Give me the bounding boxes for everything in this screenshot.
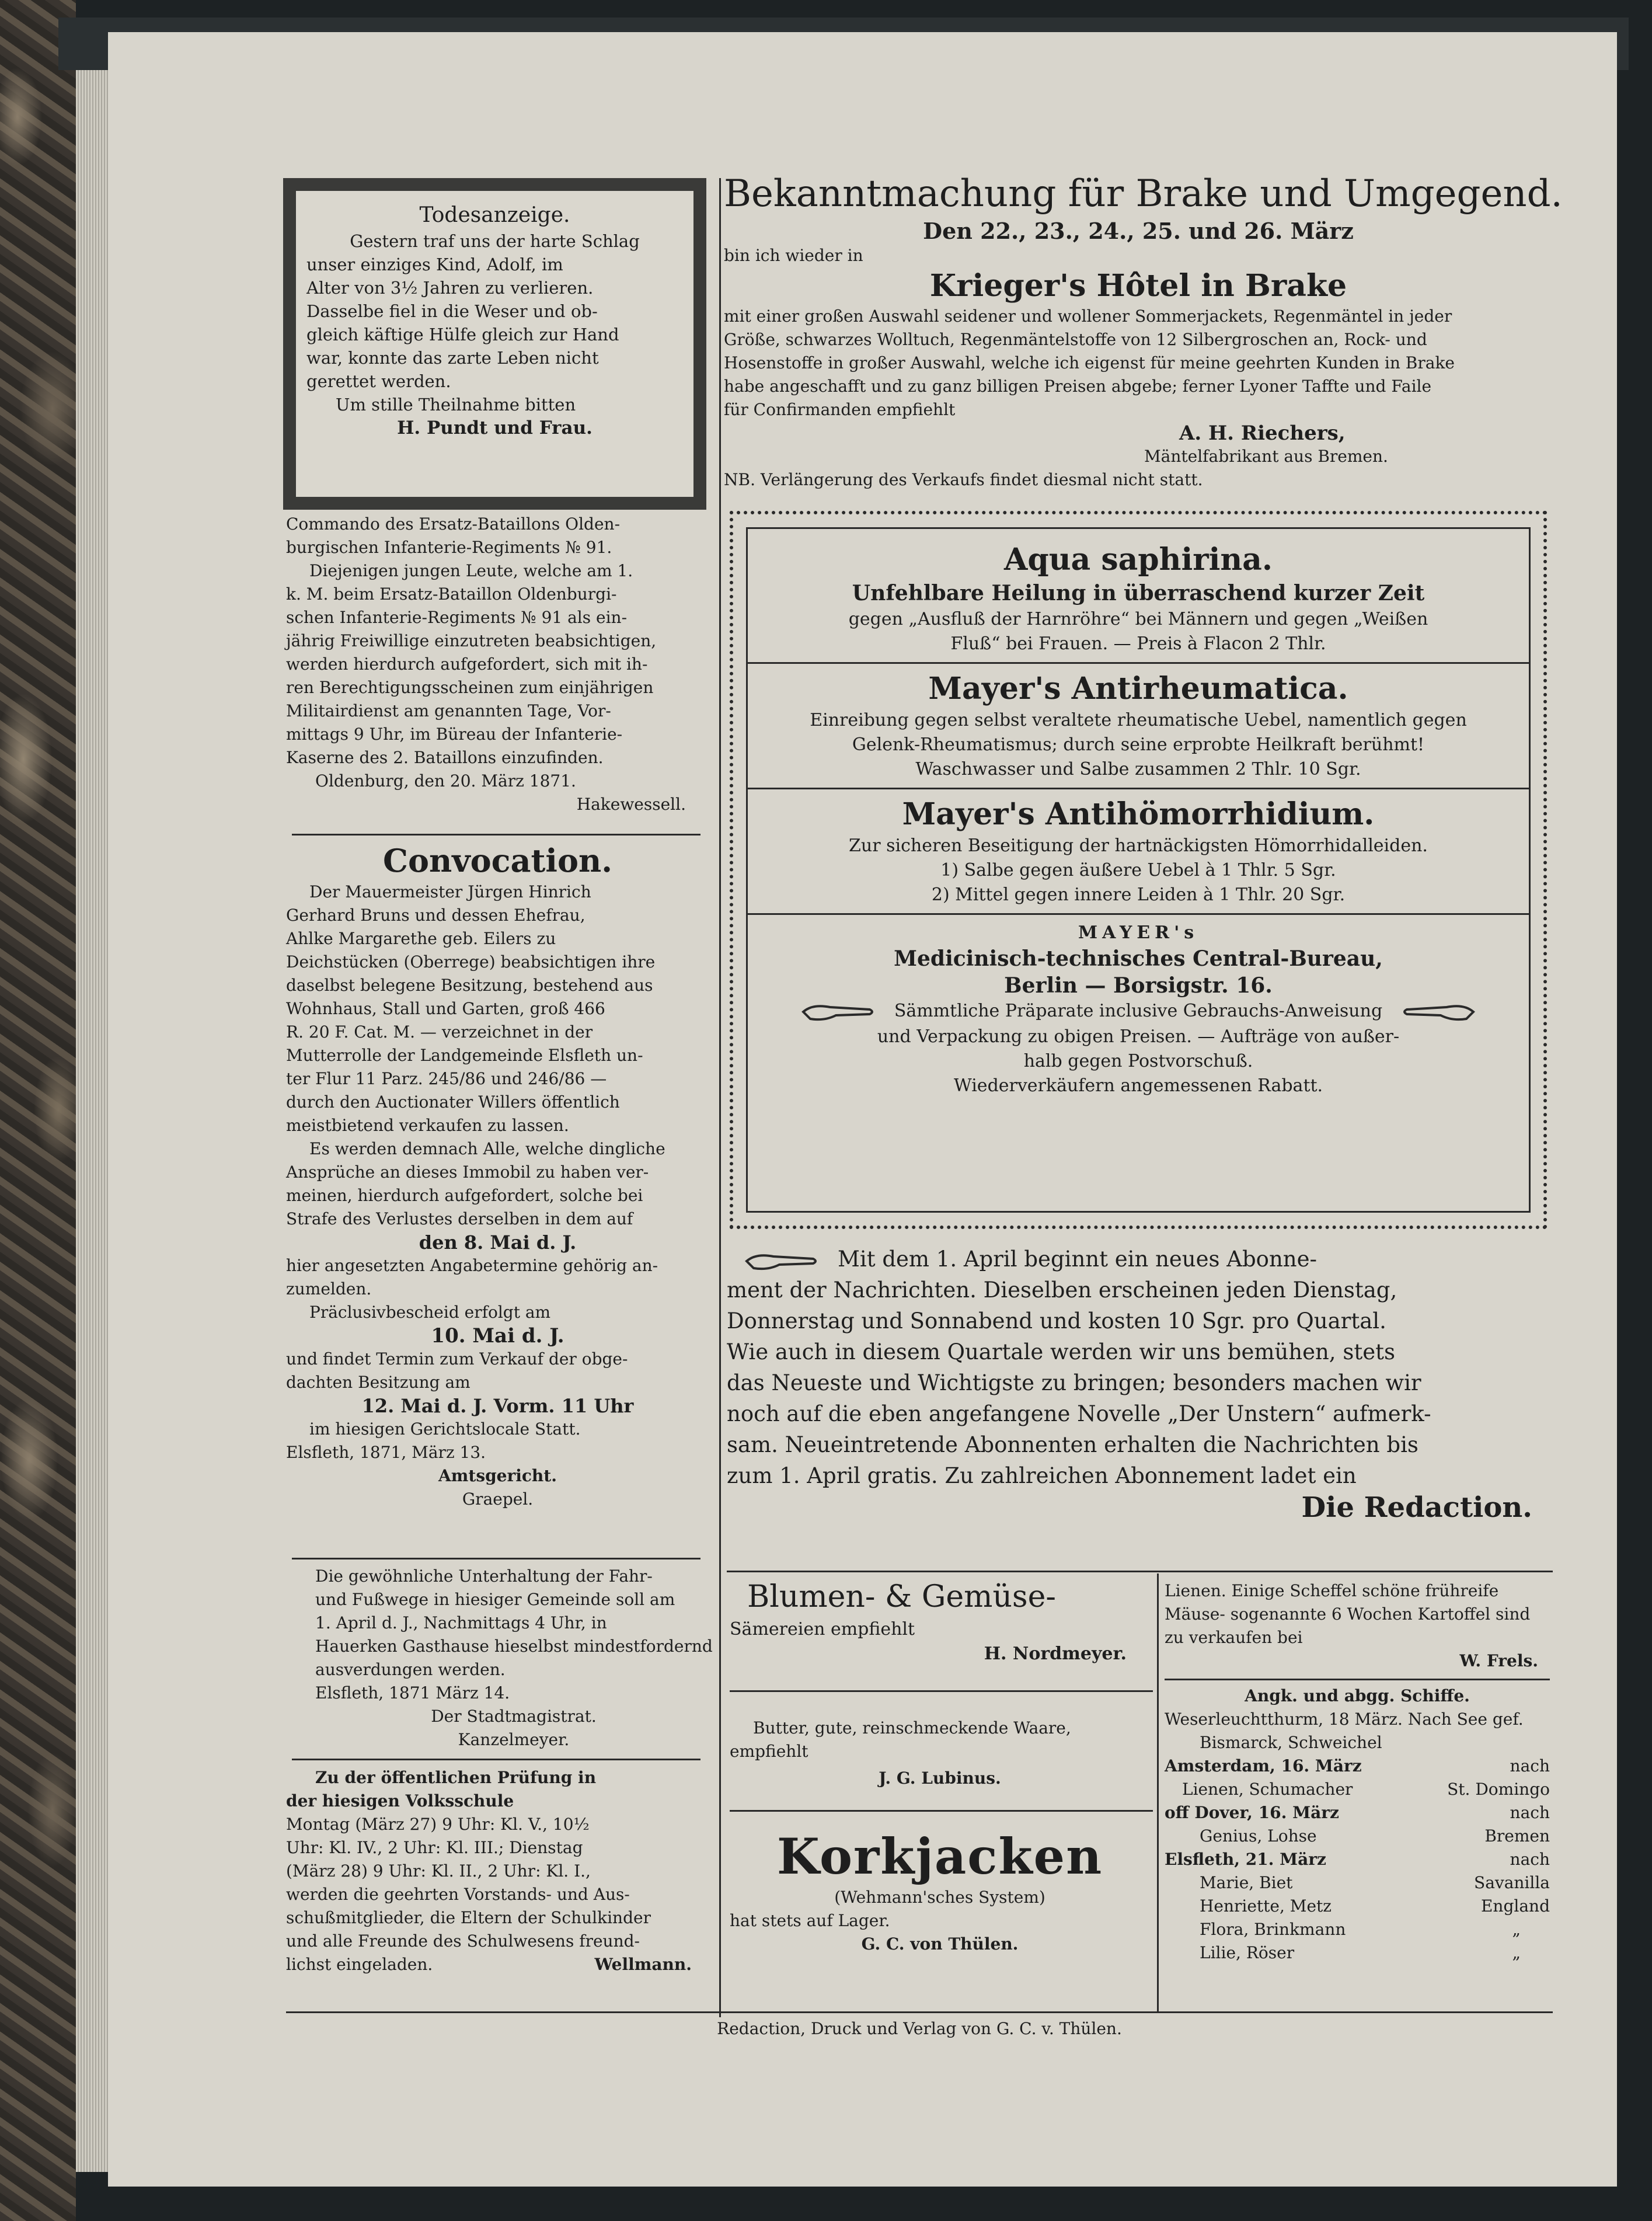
column-separator [1157,1574,1159,2011]
ship-row [1165,1895,1550,1918]
roads-office: Der Stadtmagistrat. [431,1707,597,1726]
text-line: dachten Besitzung am [286,1373,470,1392]
ship-row [1165,1801,1550,1825]
text-line: Gerhard Bruns und dessen Ehefrau, [286,906,585,925]
ship-row [1165,1918,1550,1941]
divider [1165,1679,1550,1680]
text-line: Mit dem 1. April beginnt ein neues Abonne- [838,1247,1318,1272]
ship-row [1165,1848,1550,1871]
text-line: Militairdienst am genannten Tage, Vor- [286,701,611,720]
text-line: 1. April d. J., Nachmittags 4 Uhr, in [315,1613,607,1632]
death-notice-closing: Um stille Theilnahme bitten [336,395,576,415]
ship-cell: Marie, Biet [1200,1873,1293,1892]
death-notice-signature: H. Pundt und Frau. [397,417,593,438]
bureau-line-with-hands [748,999,1529,1025]
potato-ad-signature: W. Frels. [1459,1651,1538,1670]
text-line: Butter, gute, reinschmeckende Waare, [753,1718,1071,1738]
butter-ad [730,1717,1150,1790]
brake-ad [724,169,1563,492]
bureau-title: Medicinisch-technisches Central-Bureau, [894,946,1383,971]
ship-row [1165,1778,1550,1801]
text-line: schen Infanterie-Regiments № 91 als ein- [286,608,628,627]
text-line: noch auf die eben angefangene Novelle „Der Unstern“ aufmerk- [727,1401,1431,1426]
text-line: gegen „Ausfluß der Harnröhre“ bei Männern und gegen „Weißen [848,609,1428,629]
page-edges [76,35,111,2172]
text-line: Donnerstag und Sonnabend und kosten 10 Sgr. pro Quartal. [727,1308,1386,1334]
text-line: für Confirmanden empfiehlt [724,400,956,419]
text-line: habe angeschafft und zu ganz billigen Preisen abgebe; ferner Lyoner Taffte und Faile [724,377,1432,396]
text-line: werden hierdurch aufgefordert, sich mit ih- [286,655,648,674]
ship-row [1165,1754,1550,1778]
text-line: Mutterrolle der Landgemeinde Elsfleth un- [286,1046,643,1065]
text-line: Die gewöhnliche Unterhaltung der Fahr- [315,1566,653,1586]
text-line: Ansprüche an dieses Immobil zu haben ver- [286,1162,649,1182]
text-line: im hiesigen Gerichtslocale Statt. [309,1419,581,1439]
pointing-hand-icon [801,999,877,1025]
butter-ad-signature: J. G. Lubinus. [879,1769,1001,1788]
text-line: lichst eingeladen. [286,1955,433,1974]
text-line: 1) Salbe gegen äußere Uebel à 1 Thlr. 5 Sgr. [940,860,1336,880]
text-line: Commando des Ersatz-Bataillons Olden- [286,514,621,534]
text-line: Strafe des Verlustes derselben in dem auf [286,1209,633,1228]
ship-cell: „ [1512,1943,1521,1962]
footer-imprint: Redaction, Druck und Verlag von G. C. v. Thülen. [717,2019,1122,2038]
text-line: hier angesetzten Angabetermine gehörig an- [286,1256,658,1275]
text-line: Der Mauermeister Jürgen Hinrich [309,882,591,901]
convocation-date-3: 12. Mai d. J. Vorm. 11 Uhr [361,1395,634,1417]
divider [292,1759,700,1760]
text-line: mittags 9 Uhr, im Büreau der Infanterie- [286,725,623,744]
divider [748,788,1529,789]
text-line: meinen, hierdurch aufgefordert, solche bei [286,1186,643,1205]
ship-cell: Genius, Lohse [1200,1826,1317,1846]
cork-ad-title: Korkjacken [776,1827,1103,1885]
death-notice-body [306,229,683,440]
aqua-subtitle: Unfehlbare Heilung in überraschend kurzer Zeit [852,581,1425,605]
aqua-title: Aqua saphirina. [1004,542,1273,577]
ship-cell: England [1480,1896,1550,1916]
flower-ad [730,1576,1150,1666]
text-line: Elsfleth, 1871, März 13. [286,1443,486,1462]
text-line: Zu der öffentlichen Prüfung in [315,1768,597,1787]
brake-ad-occupation: Mäntelfabrikant aus Bremen. [1144,447,1388,466]
ship-row [1165,1731,1550,1754]
brake-ad-note: NB. Verlängerung des Verkaufs findet diesmal nicht statt. [724,470,1203,489]
ships-title: Angk. und abgg. Schiffe. [1245,1686,1470,1705]
divider [292,1558,700,1559]
ship-cell: Weserleuchtthurm, 18 März. Nach See gef. [1165,1710,1524,1729]
text-line: Sämmtliche Präparate inclusive Gebrauchs-Anweisung [894,1001,1383,1021]
text-line: sam. Neueintretende Abonnenten erhalten die Nachrichten bis [727,1432,1419,1457]
text-line: und Fußwege in hiesiger Gemeinde soll am [315,1590,675,1609]
text-line: Einreibung gegen selbst veraltete rheumatische Uebel, namentlich gegen [810,710,1467,730]
antihaem-title: Mayer's Antihömorrhidium. [902,796,1375,832]
convocation-signature: Graepel. [462,1489,534,1509]
text-line: zu verkaufen bei [1165,1628,1303,1647]
text-line: der hiesigen Volksschule [286,1791,514,1811]
text-line: Lienen. Einige Scheffel schöne frühreife [1165,1581,1499,1600]
text-line: Wohnhaus, Stall und Garten, groß 466 [286,999,605,1018]
bureau-name: MAYER's [1078,922,1199,943]
text-line: und findet Termin zum Verkauf der obge- [286,1349,628,1369]
divider [727,1571,1553,1572]
pointing-hand-icon [744,1248,820,1274]
command-signature: Hakewessell. [576,795,686,814]
text-line: ment der Nachrichten. Dieselben erscheinen jeden Dienstag, [727,1277,1397,1303]
school-closing-line [286,1953,709,1976]
marbled-endpaper [0,0,76,2221]
subscription-notice [727,1244,1550,1524]
text-line: hat stets auf Lager. [730,1911,890,1930]
text-line: k. M. beim Ersatz-Bataillon Oldenburgi- [286,584,617,604]
ship-cell: Lienen, Schumacher [1182,1780,1353,1799]
command-date: Oldenburg, den 20. März 1871. [315,771,576,791]
cork-ad-signature: G. C. von Thülen. [861,1934,1019,1954]
mayer-ad-frame [730,511,1547,1229]
text-line: empfiehlt [730,1742,808,1761]
divider [286,2011,1553,2013]
subscription-signature: Die Redaction. [1301,1491,1532,1524]
potato-ad [1165,1579,1550,1673]
ship-cell: St. Domingo [1447,1780,1550,1799]
text-line: daselbst belegene Besitzung, bestehend aus [286,976,653,995]
brake-ad-hotel: Krieger's Hôtel in Brake [929,268,1347,304]
text-line: schußmitglieder, die Eltern der Schulkinder [286,1908,651,1927]
ship-cell: Lilie, Röser [1200,1943,1295,1962]
school-signature: Wellmann. [594,1955,692,1974]
ship-cell: „ [1512,1920,1521,1939]
bureau-address: Berlin — Borsigstr. 16. [1004,973,1273,998]
brake-ad-title: Bekanntmachung für Brake und Umgegend. [724,172,1563,215]
divider [730,1810,1153,1812]
roads-notice [315,1565,712,1752]
text-line: ren Berechtigungsscheinen zum einjährigen [286,678,654,697]
flower-ad-title: Blumen- & Gemüse- [747,1579,1056,1614]
ship-cell: nach [1510,1850,1550,1869]
ship-cell: Flora, Brinkmann [1200,1920,1346,1939]
convocation-court: Amtsgericht. [438,1466,557,1485]
text-line: Waschwasser und Salbe zusammen 2 Thlr. 10 Sgr. [915,759,1361,779]
ship-cell: off Dover, 16. März [1165,1803,1339,1822]
ship-cell: Amsterdam, 16. März [1165,1756,1362,1776]
text-line: (März 28) 9 Uhr: Kl. II., 2 Uhr: Kl. I., [286,1861,591,1881]
mayer-ad [748,529,1529,1098]
text-line: das Neueste und Wichtigste zu bringen; besonders machen wir [727,1370,1421,1395]
text-line: und Verpackung zu obigen Preisen. — Aufträge von außer- [877,1026,1400,1047]
text-line: Präclusivbescheid erfolgt am [309,1303,551,1322]
ship-cell: nach [1510,1803,1550,1822]
divider [748,913,1529,915]
text-line: durch den Auctionater Willers öffentlich [286,1092,620,1112]
flower-ad-signature: H. Nordmeyer. [984,1644,1127,1664]
text-line: Ahlke Margarethe geb. Eilers zu [286,929,556,948]
ship-row [1165,1825,1550,1848]
brake-ad-signature: A. H. Riechers, [1179,422,1346,445]
convocation-title: Convocation. [382,842,613,879]
text-line: bin ich wieder in [724,246,863,265]
text-line: gerettet werden. [306,371,451,391]
text-line: Zur sicheren Beseitigung der hartnäckigsten Hömorrhidalleiden. [849,836,1428,856]
text-line: zum 1. April gratis. Zu zahlreichen Abonnement ladet ein [727,1463,1357,1488]
antirheum-title: Mayer's Antirheumatica. [928,671,1348,706]
convocation [286,841,709,1511]
text-line: gleich käftige Hülfe gleich zur Hand [306,325,619,344]
ship-cell: Henriette, Metz [1200,1896,1332,1916]
text-line: Alter von 3½ Jahren zu verlieren. [306,278,594,298]
ship-cell: Bremen [1484,1826,1550,1846]
roads-signature: Kanzelmeyer. [458,1730,570,1749]
text-line: unser einziges Kind, Adolf, im [306,255,563,274]
death-notice-title: Todesanzeige. [419,203,570,227]
pointing-hand-icon [1400,999,1476,1025]
text-line: Kaserne des 2. Bataillons einzufinden. [286,748,604,767]
ship-cell: Bismarck, Schweichel [1200,1733,1382,1752]
ship-row [1165,1941,1550,1965]
text-line: ausverdungen werden. [315,1660,506,1679]
column-separator [719,178,721,2017]
text-line: Uhr: Kl. IV., 2 Uhr: Kl. III.; Dienstag [286,1838,583,1857]
text-line: Hauerken Gasthause hieselbst mindestfordernd [315,1637,713,1656]
text-line: Montag (März 27) 9 Uhr: Kl. V., 10½ [286,1815,590,1834]
divider [292,834,700,836]
cork-ad-subtitle: (Wehmann'sches System) [834,1888,1045,1907]
ships-list [1165,1684,1550,1965]
text-line: werden die geehrten Vorstands- und Aus- [286,1885,630,1904]
ship-cell: nach [1510,1756,1550,1776]
text-line: burgischen Infanterie-Regiments № 91. [286,538,612,557]
text-line: Wie auch in diesem Quartale werden wir uns bemühen, stets [727,1339,1395,1364]
text-line: und alle Freunde des Schulwesens freund- [286,1931,640,1951]
text-line: jährig Freiwillige einzutreten beabsichtigen, [286,631,657,650]
ship-row [1165,1871,1550,1895]
text-line: Sämereien empfiehlt [730,1619,915,1639]
divider [748,662,1529,664]
brake-ad-dates: Den 22., 23., 24., 25. und 26. März [923,218,1354,244]
text-line: meistbietend verkaufen zu lassen. [286,1116,569,1135]
text-line: Deichstücken (Oberrege) beabsichtigen ihre [286,952,656,972]
convocation-date-1: den 8. Mai d. J. [419,1231,577,1254]
text-line: mit einer großen Auswahl seidener und wollener Sommerjackets, Regenmäntel in jeder [724,307,1452,326]
text-line: ter Flur 11 Parz. 245/86 und 246/86 — [286,1069,607,1088]
text-line: R. 20 F. Cat. M. — verzeichnet in der [286,1022,593,1042]
text-line: Gestern traf uns der harte Schlag [350,231,640,251]
text-line: Diejenigen jungen Leute, welche am 1. [309,561,633,580]
ship-row [1165,1708,1550,1731]
text-line: Elsfleth, 1871 März 14. [315,1683,510,1703]
subscription-first-line [727,1244,1550,1275]
cork-ad [730,1827,1150,1956]
text-line: 2) Mittel gegen innere Leiden à 1 Thlr. 20 Sgr. [931,885,1346,905]
text-line: Gelenk-Rheumatismus; durch seine erprobte Heilkraft berühmt! [852,734,1425,755]
text-line: Hosenstoffe in großer Auswahl, welche ich eigenst für meine geehrten Kunden in Brake [724,353,1455,373]
command-notice [286,513,709,816]
text-line: Es werden demnach Alle, welche dingliche [309,1139,665,1158]
text-line: zumelden. [286,1279,372,1299]
text-line: war, konnte das zarte Leben nicht [306,348,599,368]
school-notice [286,1766,709,1976]
text-line: Fluß“ bei Frauen. — Preis à Flacon 2 Thlr. [950,633,1326,654]
death-notice [283,178,706,510]
text-line: Wiederverkäufern angemessenen Rabatt. [953,1075,1323,1096]
text-line: Dasselbe fiel in die Weser und ob- [306,301,598,321]
divider [730,1690,1153,1692]
ship-cell: Elsfleth, 21. März [1165,1850,1326,1869]
convocation-date-2: 10. Mai d. J. [431,1324,564,1348]
text-line: Mäuse- sogenannte 6 Wochen Kartoffel sind [1165,1604,1531,1624]
ship-cell: Savanilla [1474,1873,1550,1892]
text-line: halb gegen Postvorschuß. [1023,1051,1253,1071]
text-line: Größe, schwarzes Wolltuch, Regenmäntelstoffe von 12 Silbergroschen an, Rock- und [724,330,1427,349]
